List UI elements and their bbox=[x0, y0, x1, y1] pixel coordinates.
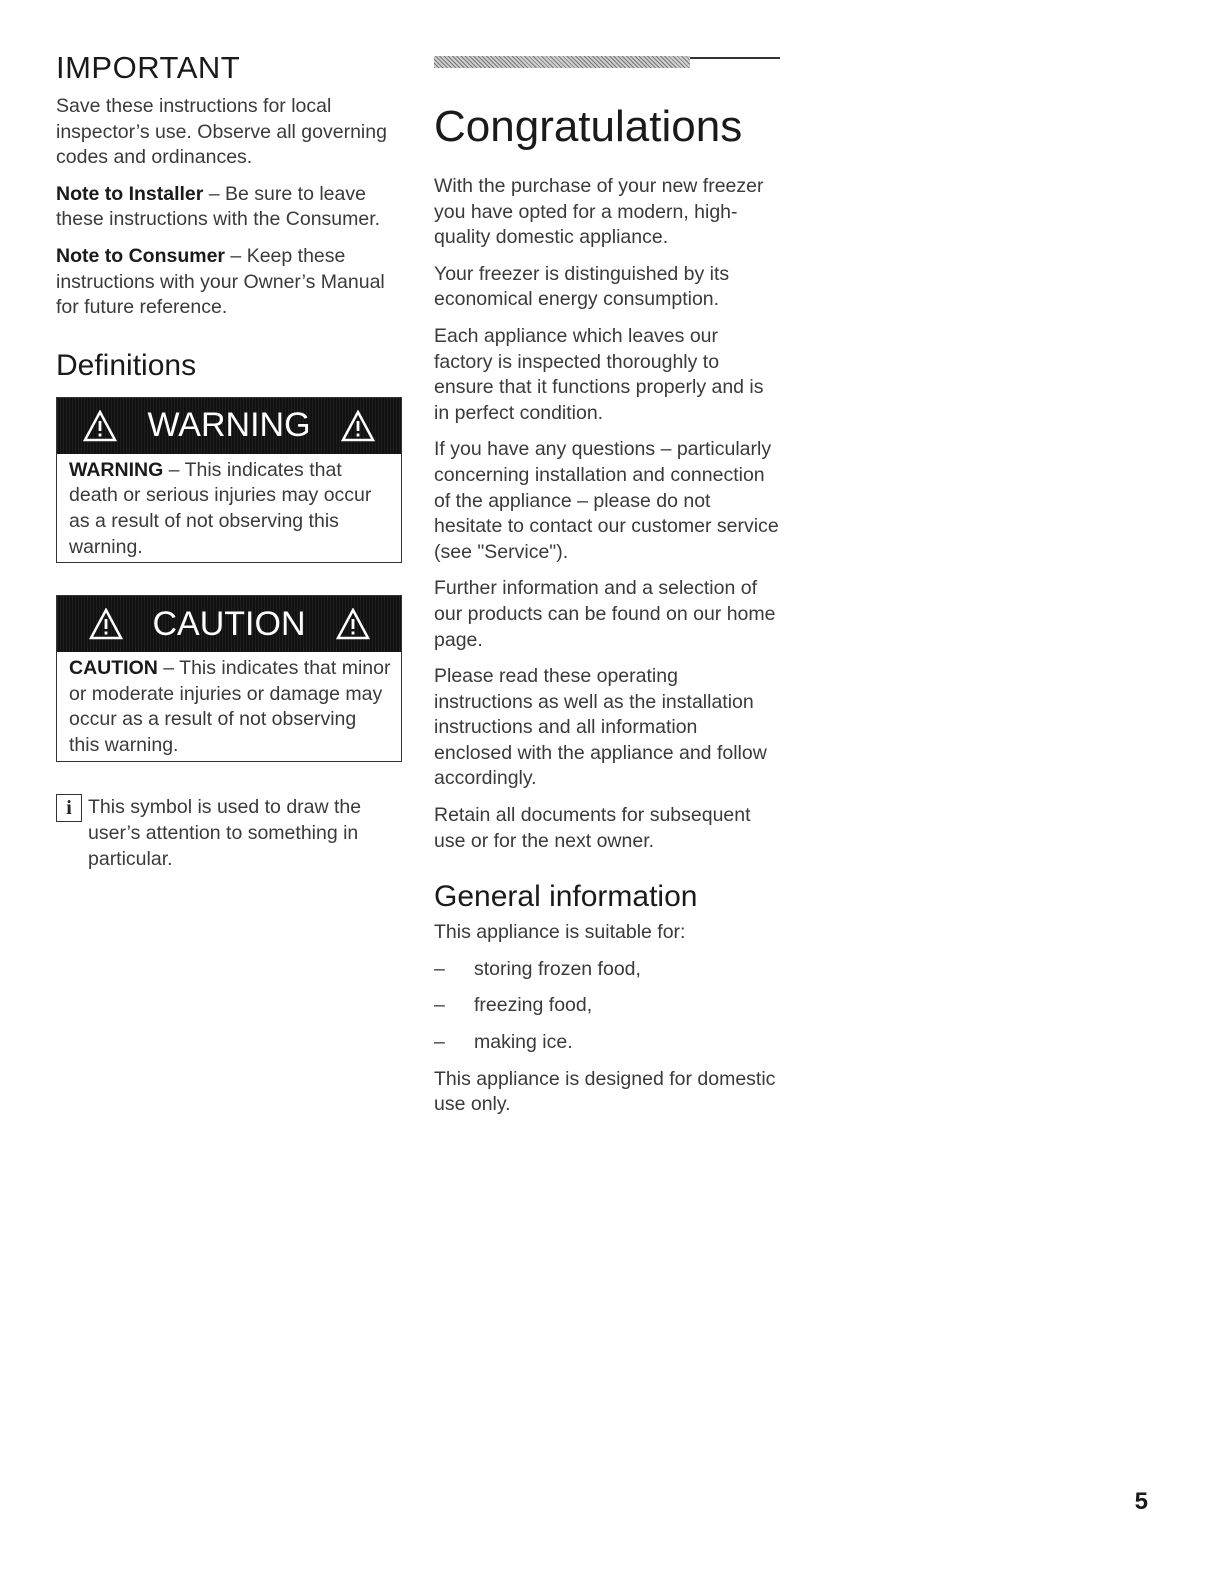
congrats-paragraph: Please read these operating instructions as well as the installation instructions and all information enclosed with the appliance and follow accordingly. bbox=[434, 665, 767, 790]
list-item-text: storing frozen food, bbox=[474, 957, 641, 980]
warning-triangle-icon bbox=[83, 410, 117, 442]
usage-list bbox=[434, 957, 780, 1056]
general-intro: This appliance is suitable for: bbox=[434, 921, 686, 944]
caution-label: CAUTION bbox=[69, 657, 158, 680]
caution-header-label: CAUTION bbox=[152, 604, 306, 643]
note-to-installer bbox=[56, 182, 402, 233]
caution-triangle-icon bbox=[336, 608, 370, 640]
congratulations-heading: Congratulations bbox=[434, 102, 743, 151]
important-heading: IMPORTANT bbox=[56, 50, 241, 85]
info-note-text: This symbol is used to draw the user’s attention to something in particular. bbox=[88, 795, 362, 870]
dash-bullet: – bbox=[434, 957, 445, 980]
note-to-consumer-text: – Keep these instructions with your Owner’s Manual for future reference. bbox=[56, 244, 385, 319]
warning-label: WARNING bbox=[69, 458, 164, 481]
note-to-installer-text: – Be sure to leave these instructions with the Consumer. bbox=[56, 182, 381, 231]
list-item bbox=[434, 957, 780, 983]
right-column bbox=[434, 56, 780, 1129]
warning-header bbox=[57, 398, 401, 454]
note-to-consumer bbox=[56, 244, 402, 321]
congrats-paragraph: Retain all documents for subsequent use or for the next owner. bbox=[434, 804, 751, 852]
caution-text: – This indicates that minor or moderate injuries or damage may occur as a result of not observing this warning. bbox=[69, 657, 391, 756]
general-outro: This appliance is designed for domestic use only. bbox=[434, 1067, 776, 1116]
caution-triangle-icon bbox=[89, 608, 123, 640]
warning-header-label: WARNING bbox=[147, 406, 311, 445]
list-item-text: freezing food, bbox=[474, 994, 593, 1017]
warning-text: – This indicates that death or serious injuries may occur as a result of not observing this warning. bbox=[69, 458, 372, 558]
congrats-paragraph: Each appliance which leaves our factory is inspected thoroughly to ensure that it functions properly and is in perfect condition. bbox=[434, 324, 764, 424]
list-item bbox=[434, 993, 780, 1019]
save-instructions-text: Save these instructions for local inspector’s use. Observe all governing codes and ordinances. bbox=[56, 95, 387, 169]
caution-header bbox=[57, 596, 401, 652]
note-to-installer-label: Note to Installer bbox=[56, 182, 204, 205]
dash-bullet: – bbox=[434, 1031, 445, 1054]
congrats-paragraph: If you have any questions – particularly concerning installation and connection of the appliance – please do not hesitate to contact our customer service (see "Service"). bbox=[434, 438, 779, 563]
list-item bbox=[434, 1030, 780, 1056]
congrats-paragraph: Your freezer is distinguished by its economical energy consumption. bbox=[434, 262, 730, 311]
list-item-text: making ice. bbox=[474, 1031, 573, 1054]
caution-body bbox=[57, 652, 401, 760]
warning-box bbox=[56, 397, 402, 563]
congrats-paragraph: With the purchase of your new freezer you have opted for a modern, high-quality domestic appliance. bbox=[434, 175, 764, 249]
congrats-paragraph: Further information and a selection of our products can be found on our home page. bbox=[434, 577, 776, 651]
definitions-heading: Definitions bbox=[56, 348, 197, 382]
caution-box bbox=[56, 595, 402, 761]
info-note bbox=[56, 794, 402, 872]
general-information-heading: General information bbox=[434, 880, 698, 914]
dash-bullet: – bbox=[434, 994, 445, 1017]
divider-hatch bbox=[434, 56, 690, 68]
section-divider bbox=[434, 56, 780, 70]
warning-triangle-icon bbox=[341, 410, 375, 442]
left-column bbox=[56, 50, 402, 872]
info-icon: i bbox=[56, 794, 82, 822]
note-to-consumer-label: Note to Consumer bbox=[56, 244, 226, 267]
warning-body bbox=[57, 454, 401, 562]
page-number: 5 bbox=[1134, 1488, 1148, 1515]
